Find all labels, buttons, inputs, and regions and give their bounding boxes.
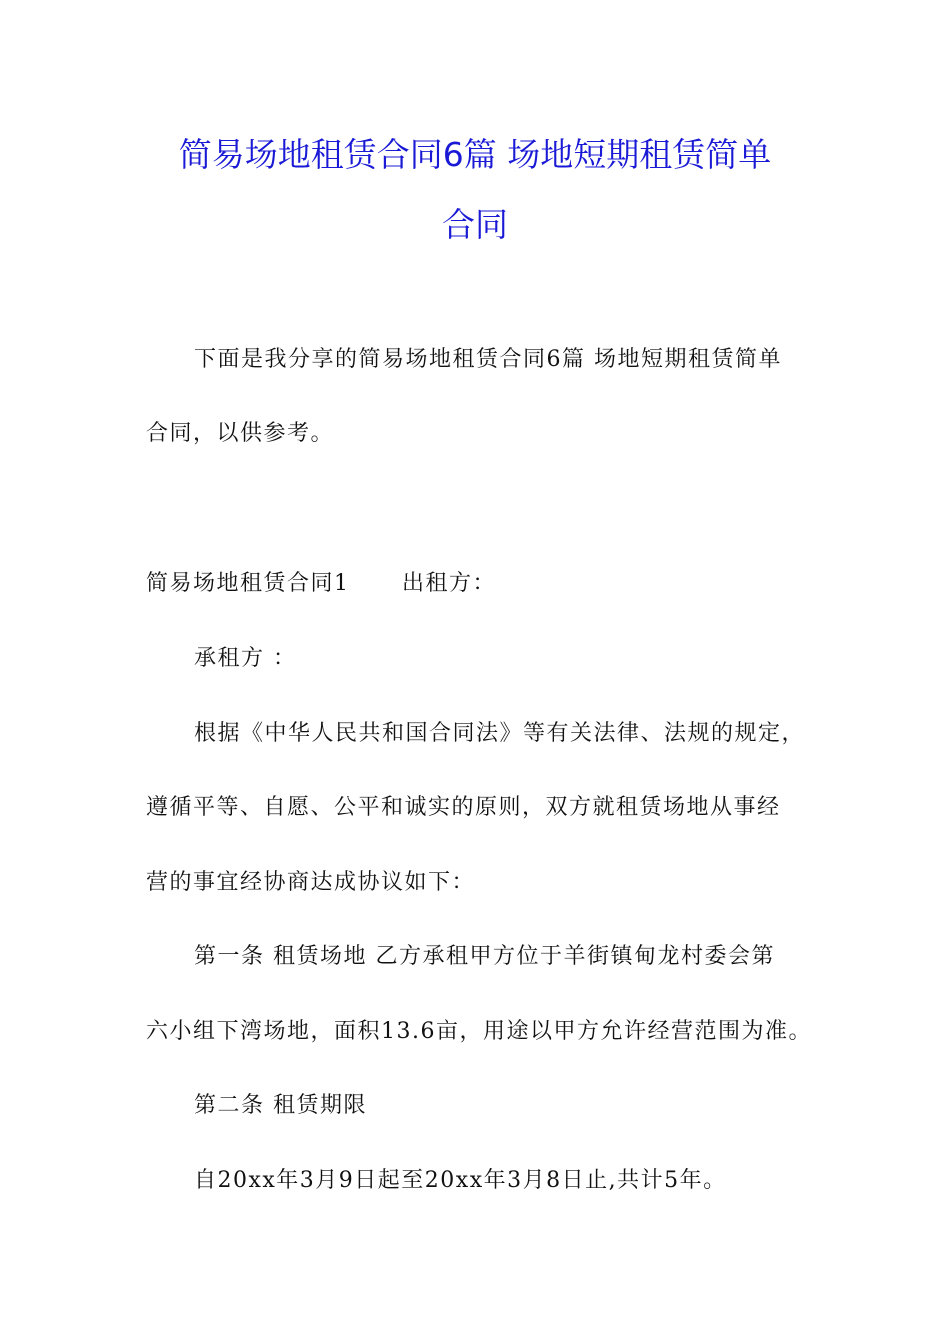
document-title-line-2: 合同 — [442, 205, 508, 244]
article-1-line-2: 六小组下湾场地，面积13.6亩，用途以甲方允许经营范围为准。 — [146, 1019, 812, 1044]
article-2-text: 自20xx年3月9日起至20xx年3月8日止,共计5年。 — [194, 1168, 727, 1193]
intro-line-1: 下面是我分享的简易场地租赁合同6篇 场地短期租赁简单 — [194, 347, 782, 372]
document-title-line-1: 简易场地租赁合同6篇 场地短期租赁简单 — [178, 135, 772, 174]
article-1-line-1: 第一条 租赁场地 乙方承租甲方位于羊街镇甸龙村委会第 — [194, 944, 775, 969]
preamble-line-3: 营的事宜经协商达成协议如下： — [146, 870, 476, 895]
contract-heading: 简易场地租赁合同1 — [146, 571, 350, 596]
intro-line-2: 合同，以供参考。 — [146, 421, 335, 446]
article-2-heading: 第二条 租赁期限 — [194, 1093, 367, 1118]
lessor-label: 出租方： — [402, 571, 497, 596]
preamble-line-1: 根据《中华人民共和国合同法》等有关法律、法规的规定， — [194, 721, 806, 746]
preamble-line-2: 遵循平等、自愿、公平和诚实的原则，双方就租赁场地从事经 — [146, 795, 781, 820]
lessee-label: 承租方 ： — [194, 646, 297, 671]
